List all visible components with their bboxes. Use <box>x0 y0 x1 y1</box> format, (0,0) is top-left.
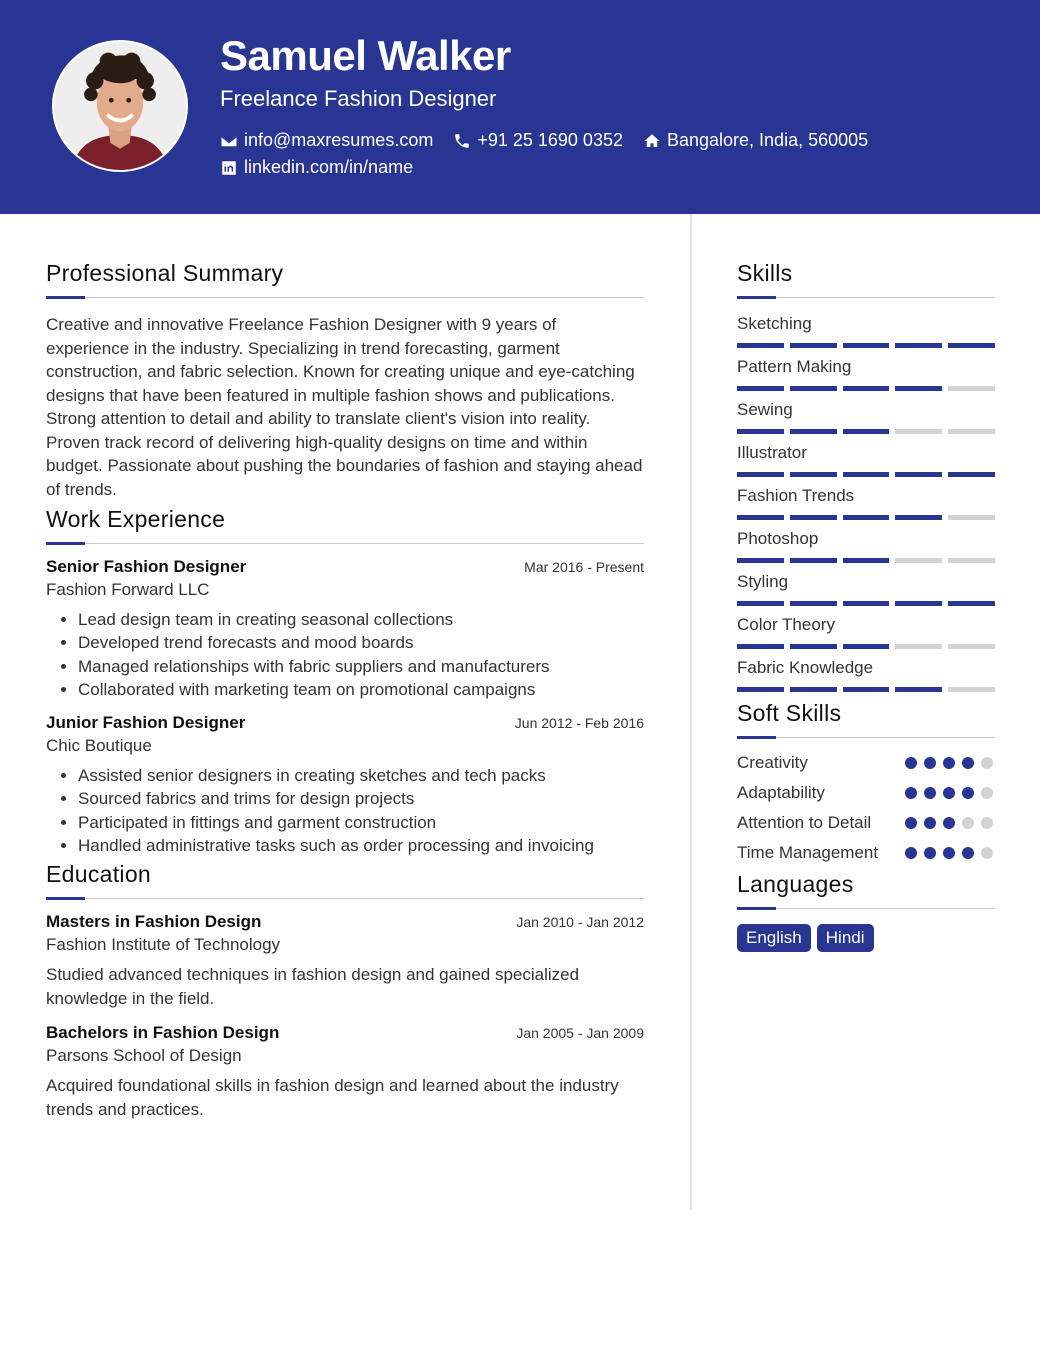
rating-dot <box>962 817 974 829</box>
rating-dot <box>905 757 917 769</box>
rating-dot <box>905 847 917 859</box>
skill-level-bar <box>737 644 995 649</box>
rating-dot <box>943 757 955 769</box>
list-item: • Collaborated with marketing team on promotional campaigns <box>78 678 644 701</box>
skill-level-bar <box>737 515 995 520</box>
skill-item <box>737 570 995 606</box>
skill-item <box>737 398 995 434</box>
skill-level-segment <box>948 472 995 477</box>
skill-level-segment <box>790 472 837 477</box>
soft-skill-name: Time Management <box>737 843 879 862</box>
skill-level-segment <box>843 515 890 520</box>
language-badge: English <box>737 924 811 952</box>
rating-dot <box>905 787 917 799</box>
job-company: Chic Boutique <box>46 736 152 756</box>
skill-name: Sketching <box>737 314 812 333</box>
contact-row-primary <box>220 130 888 151</box>
section-rule <box>46 897 644 900</box>
education-school: Parsons School of Design <box>46 1046 242 1066</box>
profile-photo <box>52 40 188 172</box>
job-role: Junior Fashion Designer <box>46 713 246 733</box>
job-entry <box>46 713 644 857</box>
list-item: • Sourced fabrics and trims for design projects <box>78 787 644 810</box>
skill-name: Styling <box>737 572 789 591</box>
rating-dot <box>962 787 974 799</box>
contact-email[interactable] <box>220 130 433 151</box>
main-column <box>46 258 644 1122</box>
envelope-icon <box>220 132 238 150</box>
skill-level-segment <box>790 515 837 520</box>
avatar-illustration <box>54 42 186 170</box>
education-entry <box>46 912 644 1011</box>
skill-level-segment <box>948 343 995 348</box>
section-rule <box>46 296 644 299</box>
skill-level-segment <box>790 687 837 692</box>
education-description: Acquired foundational skills in fashion design and learned about the industry trends and practices. <box>46 1076 619 1120</box>
education-school: Fashion Institute of Technology <box>46 935 281 955</box>
rating-dot <box>943 787 955 799</box>
skill-level-segment <box>895 343 942 348</box>
education-description: Studied advanced techniques in fashion design and gained specialized knowledge in the field. <box>46 965 580 1009</box>
rating-dot <box>905 817 917 829</box>
summary-section <box>46 258 644 501</box>
list-item: • Handled administrative tasks such as order processing and invoicing <box>78 834 644 857</box>
language-badge: Hindi <box>817 924 874 952</box>
resume-header <box>0 0 1040 214</box>
skills-heading: Skills <box>737 260 793 286</box>
job-role: Senior Fashion Designer <box>46 557 247 576</box>
rating-dot <box>962 757 974 769</box>
skill-level-segment <box>843 429 890 434</box>
linkedin-icon <box>220 159 238 177</box>
skill-level-segment <box>843 558 890 563</box>
skill-item <box>737 613 995 649</box>
soft-skill-name: Attention to Detail <box>737 813 872 832</box>
rating-dot <box>981 847 993 859</box>
home-icon <box>643 132 661 150</box>
rating-dot <box>943 817 955 829</box>
skill-level-segment <box>895 601 942 606</box>
skill-level-segment <box>895 429 942 434</box>
skill-level-segment <box>737 429 784 434</box>
soft-skill-rating <box>905 751 995 775</box>
languages-heading: Languages <box>737 871 854 897</box>
section-rule <box>46 542 644 545</box>
experience-section <box>46 504 644 857</box>
skill-level-segment <box>737 558 784 563</box>
skill-level-segment <box>737 644 784 649</box>
soft-skill-item <box>737 781 995 805</box>
skill-item <box>737 355 995 391</box>
location-text: Bangalore, India, 560005 <box>666 130 869 150</box>
skill-level-segment <box>790 644 837 649</box>
rating-dot <box>924 817 936 829</box>
contact-location <box>643 130 868 151</box>
skill-name: Sewing <box>737 400 793 419</box>
skill-item <box>737 441 995 477</box>
skill-level-segment <box>843 343 890 348</box>
skill-item <box>737 527 995 563</box>
job-entry <box>46 557 644 701</box>
skill-level-segment <box>737 687 784 692</box>
skill-level-segment <box>737 343 784 348</box>
skill-level-segment <box>948 644 995 649</box>
skill-level-segment <box>737 472 784 477</box>
skill-level-segment <box>948 687 995 692</box>
skill-level-segment <box>895 515 942 520</box>
job-date: Mar 2016 - Present <box>524 559 644 575</box>
skill-level-segment <box>790 558 837 563</box>
skill-item <box>737 312 995 348</box>
job-company: Fashion Forward LLC <box>46 580 210 599</box>
education-date: Jan 2005 - Jan 2009 <box>516 1025 644 1042</box>
skill-level-segment <box>737 515 784 520</box>
skill-level-segment <box>843 644 890 649</box>
soft-skills-heading: Soft Skills <box>737 700 842 726</box>
skill-level-segment <box>790 343 837 348</box>
skill-level-segment <box>948 601 995 606</box>
skill-level-bar <box>737 386 995 391</box>
email-text: info@maxresumes.com <box>244 130 434 150</box>
soft-skill-name: Creativity <box>737 753 808 772</box>
skill-item <box>737 484 995 520</box>
skill-level-segment <box>790 429 837 434</box>
education-section <box>46 859 644 1122</box>
skill-level-bar <box>737 429 995 434</box>
skills-section <box>737 258 995 692</box>
contact-phone[interactable] <box>453 130 623 151</box>
list-item: • Developed trend forecasts and mood boards <box>78 631 644 654</box>
experience-heading: Work Experience <box>46 506 226 532</box>
skill-name: Fabric Knowledge <box>737 658 874 677</box>
skill-level-segment <box>948 558 995 563</box>
skill-level-segment <box>895 472 942 477</box>
contact-row-secondary <box>220 157 433 178</box>
skill-level-bar <box>737 343 995 348</box>
linkedin-text: linkedin.com/in/name <box>244 157 414 177</box>
job-bullets <box>46 608 644 701</box>
education-heading: Education <box>46 861 151 888</box>
soft-skill-item <box>737 811 995 835</box>
soft-skill-item <box>737 751 995 775</box>
skill-level-segment <box>843 386 890 391</box>
skill-level-segment <box>895 687 942 692</box>
soft-skill-rating <box>905 781 995 805</box>
skill-name: Illustrator <box>737 443 807 462</box>
soft-skills-list <box>737 751 995 865</box>
section-rule <box>737 736 995 739</box>
soft-skills-section <box>737 698 995 865</box>
phone-icon <box>453 132 471 150</box>
rating-dot <box>981 757 993 769</box>
soft-skill-rating <box>905 841 995 865</box>
languages-section <box>737 869 995 952</box>
education-date: Jan 2010 - Jan 2012 <box>516 914 644 931</box>
soft-skill-rating <box>905 811 995 835</box>
skill-item <box>737 656 995 692</box>
skill-name: Color Theory <box>737 615 835 634</box>
rating-dot <box>924 847 936 859</box>
phone-text: +91 25 1690 0352 <box>477 130 623 150</box>
soft-skill-item <box>737 841 995 865</box>
skill-level-segment <box>948 429 995 434</box>
skills-list <box>737 312 995 692</box>
skill-name: Pattern Making <box>737 357 852 376</box>
skill-level-bar <box>737 601 995 606</box>
column-divider <box>690 214 692 1210</box>
skill-level-segment <box>843 472 890 477</box>
list-item: • Participated in fittings and garment construction <box>78 811 644 834</box>
skill-level-segment <box>948 386 995 391</box>
rating-dot <box>924 787 936 799</box>
soft-skill-name: Adaptability <box>737 783 825 802</box>
candidate-title: Freelance Fashion Designer <box>220 86 497 111</box>
languages-list <box>737 924 995 952</box>
summary-text: Creative and innovative Freelance Fashion Designer with 9 years of experience in the industry. Specializing in trend forecasting, garment construction, and fabric selection. Known for creating unique and eye-catching designs that have been featured in multiple fashion shows and publications. Strong attention to detail and ability to translate client's vision into reality. Proven track record of delivering high-quality designs on time and within budget. Passionate about pushing the boundaries of fashion and staying ahead of trends. <box>46 315 643 499</box>
summary-heading: Professional Summary <box>46 260 284 286</box>
contact-linkedin[interactable] <box>220 157 413 178</box>
skill-level-segment <box>948 515 995 520</box>
section-rule <box>737 296 995 299</box>
skill-name: Fashion Trends <box>737 486 855 505</box>
skill-level-bar <box>737 472 995 477</box>
rating-dot <box>924 757 936 769</box>
section-rule <box>737 907 995 910</box>
skill-level-segment <box>895 558 942 563</box>
candidate-name: Samuel Walker <box>220 32 511 79</box>
education-entry <box>46 1023 644 1122</box>
skill-level-segment <box>895 386 942 391</box>
skill-level-segment <box>737 386 784 391</box>
skill-level-bar <box>737 558 995 563</box>
skill-level-bar <box>737 687 995 692</box>
rating-dot <box>962 847 974 859</box>
skill-level-segment <box>843 687 890 692</box>
sidebar-column <box>737 258 995 952</box>
skill-level-segment <box>843 601 890 606</box>
skill-level-segment <box>790 601 837 606</box>
education-degree: Bachelors in Fashion Design <box>46 1023 280 1043</box>
list-item: • Lead design team in creating seasonal collections <box>78 608 644 631</box>
job-date: Jun 2012 - Feb 2016 <box>514 715 644 732</box>
rating-dot <box>981 817 993 829</box>
skill-level-segment <box>895 644 942 649</box>
list-item: • Assisted senior designers in creating sketches and tech packs <box>78 764 644 787</box>
skill-name: Photoshop <box>737 529 819 548</box>
list-item: • Managed relationships with fabric suppliers and manufacturers <box>78 655 644 678</box>
job-bullets <box>46 764 644 857</box>
skill-level-segment <box>737 601 784 606</box>
education-degree: Masters in Fashion Design <box>46 912 262 932</box>
rating-dot <box>943 847 955 859</box>
rating-dot <box>981 787 993 799</box>
skill-level-segment <box>790 386 837 391</box>
